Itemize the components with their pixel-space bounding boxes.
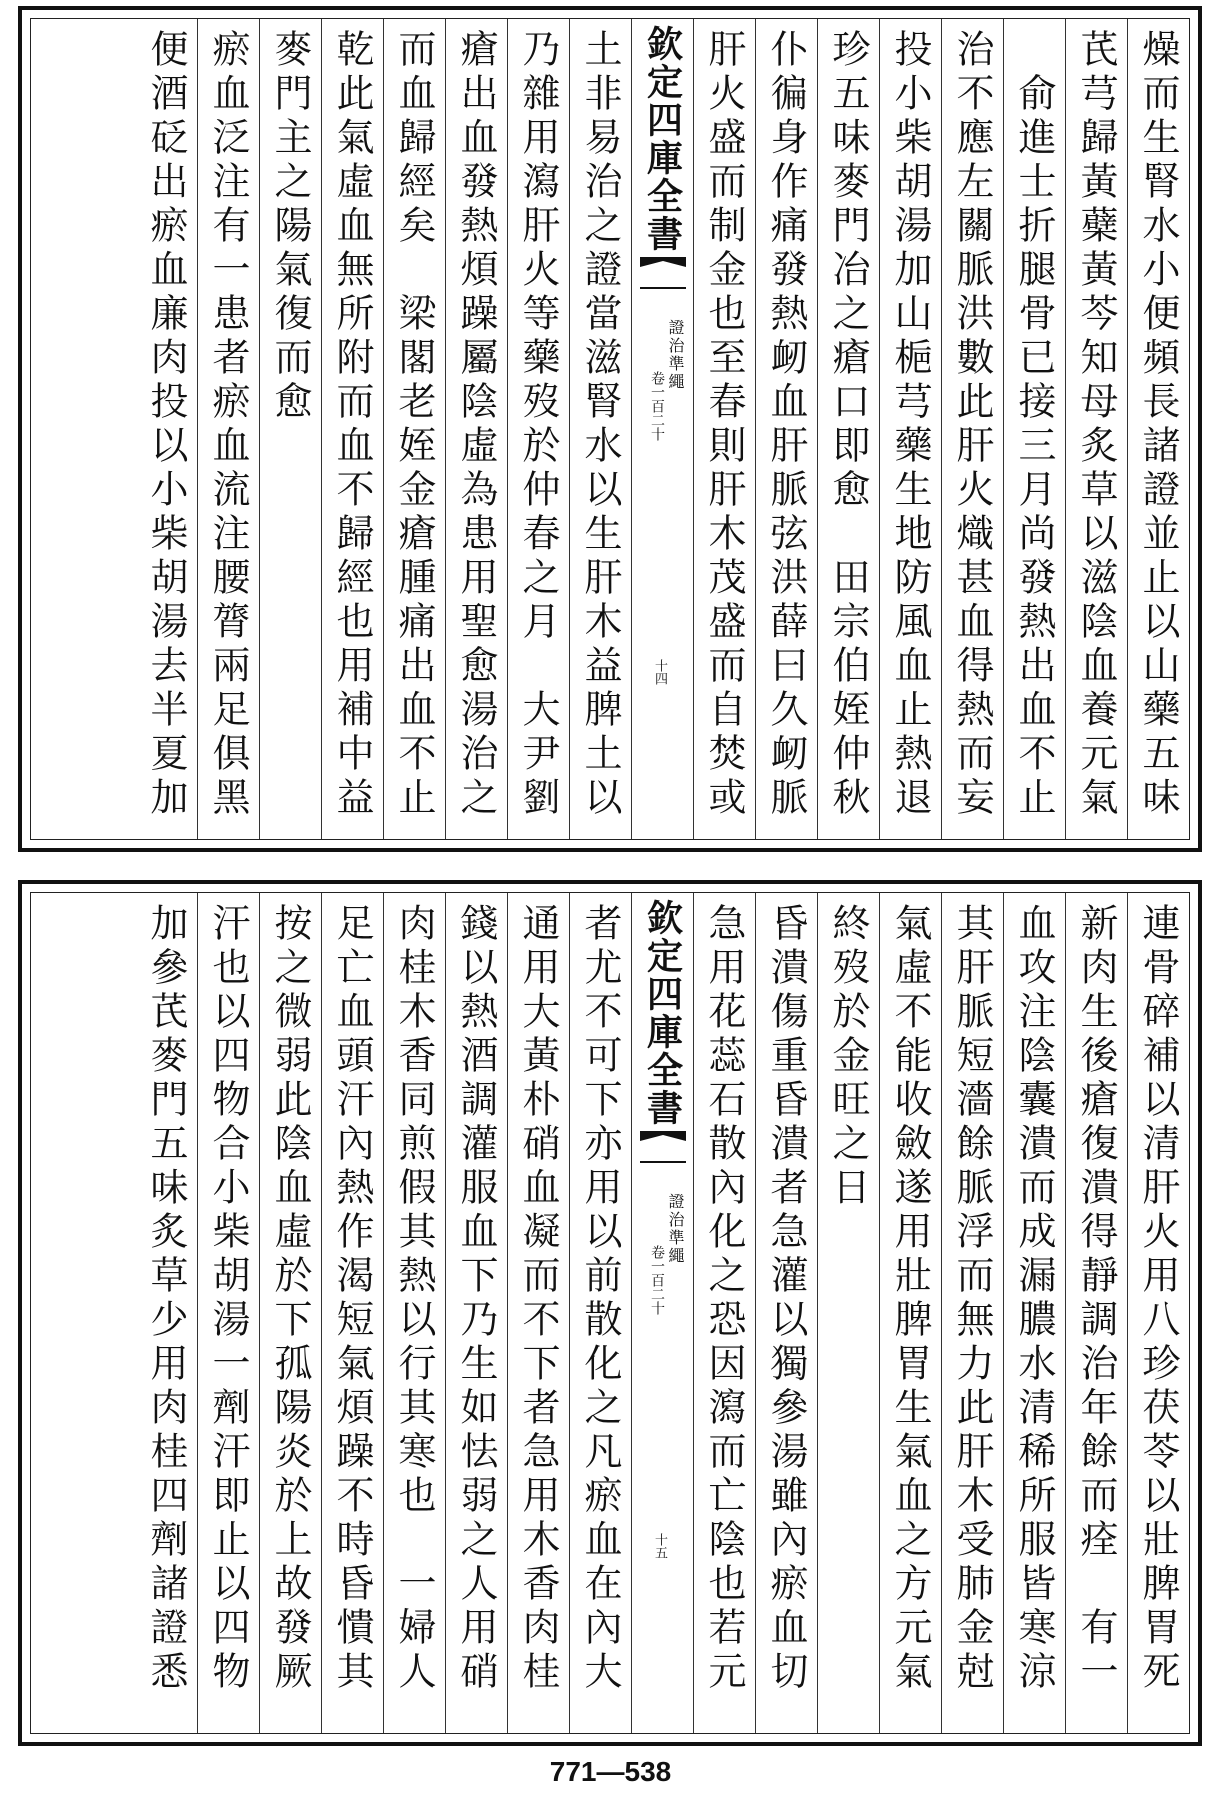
banner-page-number: 十五 xyxy=(652,1533,667,1559)
text-column: 肝火盛而制金也至春則肝木茂盛而自焚或 xyxy=(693,19,755,839)
text-column: 便酒砭出瘀血廉肉投以小柴胡湯去半夏加 xyxy=(144,29,188,821)
text-columns-top xyxy=(31,19,1189,839)
page-panel-bottom xyxy=(18,880,1202,1746)
banner-title: 欽定四庫全書 xyxy=(641,25,684,253)
text-column: 治不應左關脈洪數此肝火熾甚血得熱而妄 xyxy=(941,19,1003,839)
text-column: 急用花蕊石散內化之恐因瀉而亡陰也若元 xyxy=(693,893,755,1733)
text-column: 連骨碎補以清肝火用八珍茯苓以壯脾胃死 xyxy=(1127,893,1189,1733)
banner-book-title: 證治準繩 xyxy=(666,1193,685,1265)
fish-tail-ornament-icon xyxy=(640,257,686,289)
banner-title: 欽定四庫全書 xyxy=(641,899,684,1127)
text-column: 燥而生腎水小便頻長諸證並止以山藥五味 xyxy=(1127,19,1189,839)
text-column: 瘀血泛注有一患者瘀血流注腰膂兩足俱黑 xyxy=(197,19,259,839)
center-banner-bottom xyxy=(631,893,693,1733)
page-panel-top xyxy=(18,6,1202,852)
text-column: 俞進士折腿骨已接三月尚發熱出血不止 xyxy=(1003,19,1065,839)
text-column: 血攻注陰囊潰而成漏膿水清稀所服皆寒涼 xyxy=(1003,893,1065,1733)
text-column: 土非易治之證當滋腎水以生肝木益脾土以 xyxy=(569,19,631,839)
text-column: 乾此氣虛血無所附而血不歸經也用補中益 xyxy=(321,19,383,839)
banner-book-title: 證治準繩 xyxy=(666,319,685,391)
fish-tail-ornament-icon xyxy=(640,1131,686,1163)
banner-volume: 卷一百二十 xyxy=(649,371,665,441)
text-column: 通用大黃朴硝血凝而不下者急用木香肉桂 xyxy=(507,893,569,1733)
page-frame-bottom xyxy=(30,892,1190,1734)
page-label: 771—538 xyxy=(549,1756,672,1787)
banner-volume: 卷一百二十 xyxy=(649,1245,665,1315)
page-frame-top xyxy=(30,18,1190,840)
text-column: 新肉生後瘡復潰得靜調治年餘而痊 有一 xyxy=(1065,893,1127,1733)
text-column: 瘡出血發熱煩躁屬陰虛為患用聖愈湯治之 xyxy=(445,19,507,839)
center-banner-top xyxy=(631,19,693,839)
text-column: 終歿於金旺之日 xyxy=(817,893,879,1733)
text-column: 其肝脈短濇餘脈浮而無力此肝木受肺金尅 xyxy=(941,893,1003,1733)
text-columns-bottom xyxy=(31,893,1189,1733)
text-column: 肉桂木香同煎假其熱以行其寒也 一婦人 xyxy=(383,893,445,1733)
text-column: 麥門主之陽氣復而愈 xyxy=(259,19,321,839)
text-column: 氣虛不能收斂遂用壯脾胃生氣血之方元氣 xyxy=(879,893,941,1733)
text-column: 按之微弱此陰血虛於下孤陽炎於上故發厥 xyxy=(259,893,321,1733)
text-column: 而血歸經矣 梁閣老姪金瘡腫痛出血不止 xyxy=(383,19,445,839)
text-column: 昏潰傷重昏潰者急灌以獨參湯雖內瘀血切 xyxy=(755,893,817,1733)
text-column: 芪芎歸黃蘗黃芩知母炙草以滋陰血養元氣 xyxy=(1065,19,1127,839)
text-column: 投小柴胡湯加山梔芎藥生地防風血止熱退 xyxy=(879,19,941,839)
text-column: 者尤不可下亦用以前散化之凡瘀血在內大 xyxy=(569,893,631,1733)
text-column: 加參芪麥門五味炙草少用肉桂四劑諸證悉 xyxy=(144,903,188,1695)
text-column: 仆徧身作痛發熱衂血肝脈弦洪薛曰久衂脈 xyxy=(755,19,817,839)
text-column: 汗也以四物合小柴胡湯一劑汗即止以四物 xyxy=(197,893,259,1733)
text-column: 乃雜用瀉肝火等藥歿於仲春之月 大尹劉 xyxy=(507,19,569,839)
text-column: 足亡血頭汗內熱作渴短氣煩躁不時昏憒其 xyxy=(321,893,383,1733)
text-column: 珍五味麥門冶之瘡口即愈 田宗伯姪仲秋 xyxy=(817,19,879,839)
banner-page-number: 十四 xyxy=(652,659,667,685)
text-column: 錢以熱酒調灌服血下乃生如怯弱之人用硝 xyxy=(445,893,507,1733)
